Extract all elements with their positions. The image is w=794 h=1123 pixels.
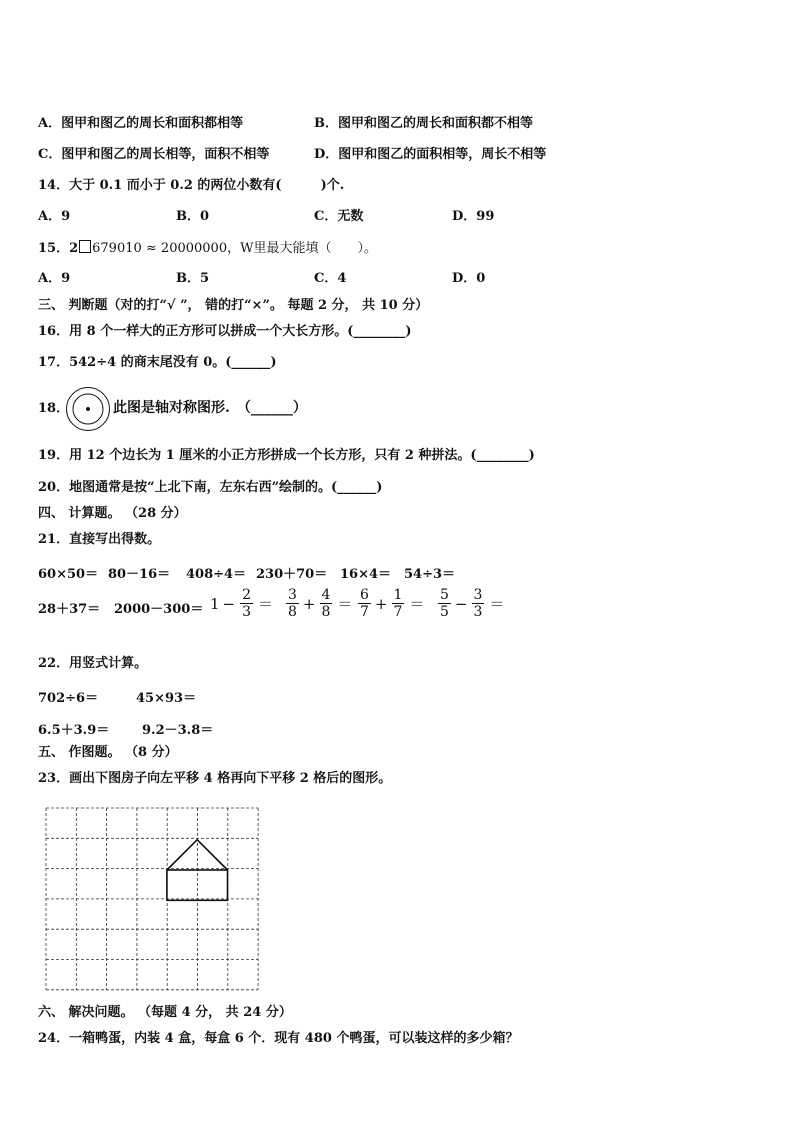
q16-text: 16．用 8 个一样大的正方形可以拼成一个大长方形。(________) [38, 324, 412, 339]
q13-option-c: C．图甲和图乙的周长相等，面积不相等 [38, 147, 270, 162]
q20-text: 20．地图通常是按“上北下南，左东右西”绘制的。(______) [38, 480, 383, 495]
q14-option-c: C．无数 [314, 209, 364, 224]
q13-option-a: A．图甲和图乙的周长和面积都相等 [38, 116, 244, 131]
q24-text: 24．一箱鸭蛋，内装 4 盒，每盒 6 个．现有 480 个鸭蛋，可以装这样的多少箱？ [38, 1031, 519, 1046]
section-4-heading: 四、 计算题。 （28 分） [38, 506, 187, 521]
q22-expr: 9.2－3.8＝ [142, 723, 214, 738]
section-3-heading: 三、 判断题（对的打“√ ”， 错的打“×”。 每题 2 分， 共 10 分） [38, 298, 429, 313]
q15-option-b: B．5 [176, 271, 210, 286]
q15-option-a: A．9 [38, 271, 71, 286]
q23-text: 23．画出下图房子向左平移 4 格再向下平移 2 格后的图形。 [38, 771, 392, 786]
q13-option-d: D．图甲和图乙的面积相等，周长不相等 [314, 147, 547, 162]
q14-option-d: D．99 [452, 209, 495, 224]
section-6-heading: 六、 解决问题。 （每题 4 分， 共 24 分） [38, 1005, 292, 1020]
q18-number: 18． [38, 401, 70, 416]
q22-expr: 6.5＋3.9＝ [38, 723, 110, 738]
q21-expr: 60×50＝ [38, 567, 99, 582]
q15-option-c: C．4 [314, 271, 347, 286]
q21-expr: 408÷4＝ [186, 567, 247, 582]
house-grid-figure [40, 802, 264, 994]
q15-suffix: 679010 ≈ 20000000，W里最大能填（ ）。 [92, 241, 377, 256]
q13-option-b: B．图甲和图乙的周长和面积都不相等 [314, 116, 533, 131]
q21-title: 21．直接写出得数。 [38, 532, 161, 547]
blank-box-icon [79, 240, 91, 253]
q22-expr: 702÷6＝ [38, 691, 99, 706]
q19-text: 19．用 12 个边长为 1 厘米的小正方形拼成一个长方形，只有 2 种拼法。(________) [38, 448, 535, 463]
q21-fraction-expr: $\frac{6}{7}$ + $\frac{1}{7}$ ＝ [360, 587, 425, 620]
q15-text [38, 240, 377, 257]
q21-fraction-expr: $\frac{5}{5}$ − $\frac{3}{3}$ ＝ [440, 587, 505, 620]
q15-prefix: 15．2 [38, 241, 79, 256]
q17-text: 17．542÷4 的商末尾没有 0。(______) [38, 355, 277, 370]
q22-title: 22．用竖式计算。 [38, 656, 148, 671]
q21-expr: 16×4＝ [340, 567, 392, 582]
q22-expr: 45×93＝ [136, 691, 197, 706]
section-5-heading: 五、 作图题。 （8 分） [38, 745, 178, 760]
q21-expr: 80－16＝ [108, 567, 171, 582]
concentric-circles-figure [64, 385, 112, 433]
q14-text: 14．大于 0.1 而小于 0.2 的两位小数有( )个. [38, 178, 345, 193]
q21-expr: 230＋70＝ [256, 567, 328, 582]
q14-option-a: A．9 [38, 209, 71, 224]
q21-fraction-expr: 1 − $\frac{2}{3}$ ＝ [210, 587, 274, 620]
q14-option-b: B．0 [176, 209, 210, 224]
q21-fraction-expr: $\frac{3}{8}$ + $\frac{4}{8}$ ＝ [288, 587, 353, 620]
q21-expr: 54÷3＝ [404, 567, 456, 582]
q18-text: 此图是轴对称图形. （______） [113, 400, 307, 416]
q21-expr: 2000－300＝ [114, 602, 204, 617]
q21-expr: 28＋37＝ [38, 602, 101, 617]
q15-option-d: D．0 [452, 271, 486, 286]
